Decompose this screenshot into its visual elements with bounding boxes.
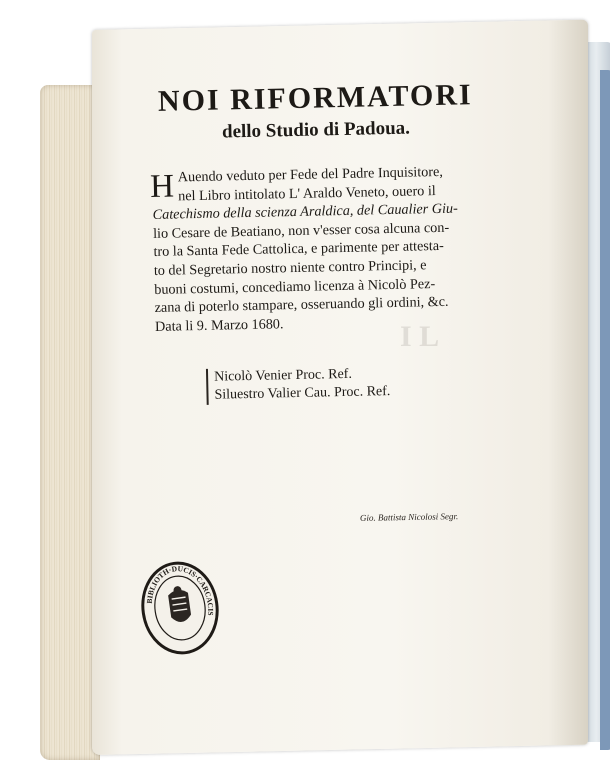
- page-subtitle: dello Studio di Padoua.: [221, 117, 411, 143]
- signer: Siluestro Valier Cau. Proc. Ref.: [214, 384, 391, 404]
- stamp-text: BIBLIOTH·DUCIS·CARCACIS: [144, 564, 216, 616]
- body-line: lio Cesare de Beatiano, non v'esser cosa alcuna con-: [152, 219, 450, 242]
- drop-cap: H: [149, 168, 175, 206]
- adjacent-cover-edge: [600, 70, 610, 750]
- body-line: zana di poterlo stampare, osseruando gli ordini, &c.: [154, 293, 449, 317]
- body-line: Catechismo della scienza Araldica, del Caualier Giu-: [152, 200, 458, 224]
- body-line: tro la Santa Fede Cattolica, e parimente per attesta-: [153, 238, 444, 261]
- library-stamp: [134, 555, 227, 661]
- page-content: [150, 77, 527, 406]
- bleed-through-text: I L: [400, 320, 440, 353]
- secretary-signature: Gio. Battista Nicolosi Segr.: [359, 511, 459, 523]
- body-line: Auendo veduto per Fede del Padre Inquisitore,: [177, 163, 444, 186]
- license-text: [149, 161, 515, 336]
- page-edges: [40, 85, 100, 760]
- body-line: buoni costumi, concediamo licenza à Nicolò Pez-: [154, 275, 436, 298]
- body-line: nel Libro intitolato L' Araldo Veneto, ouero il: [178, 182, 436, 205]
- date-line: Data li 9. Marzo 1680.: [154, 316, 284, 335]
- signers-block: [206, 363, 527, 406]
- body-line: to del Segretario nostro niente contro Principi, e: [153, 257, 427, 279]
- signer: Nicolò Venier Proc. Ref.: [213, 367, 353, 386]
- page-title: NOI RIFORMATORI: [157, 78, 473, 118]
